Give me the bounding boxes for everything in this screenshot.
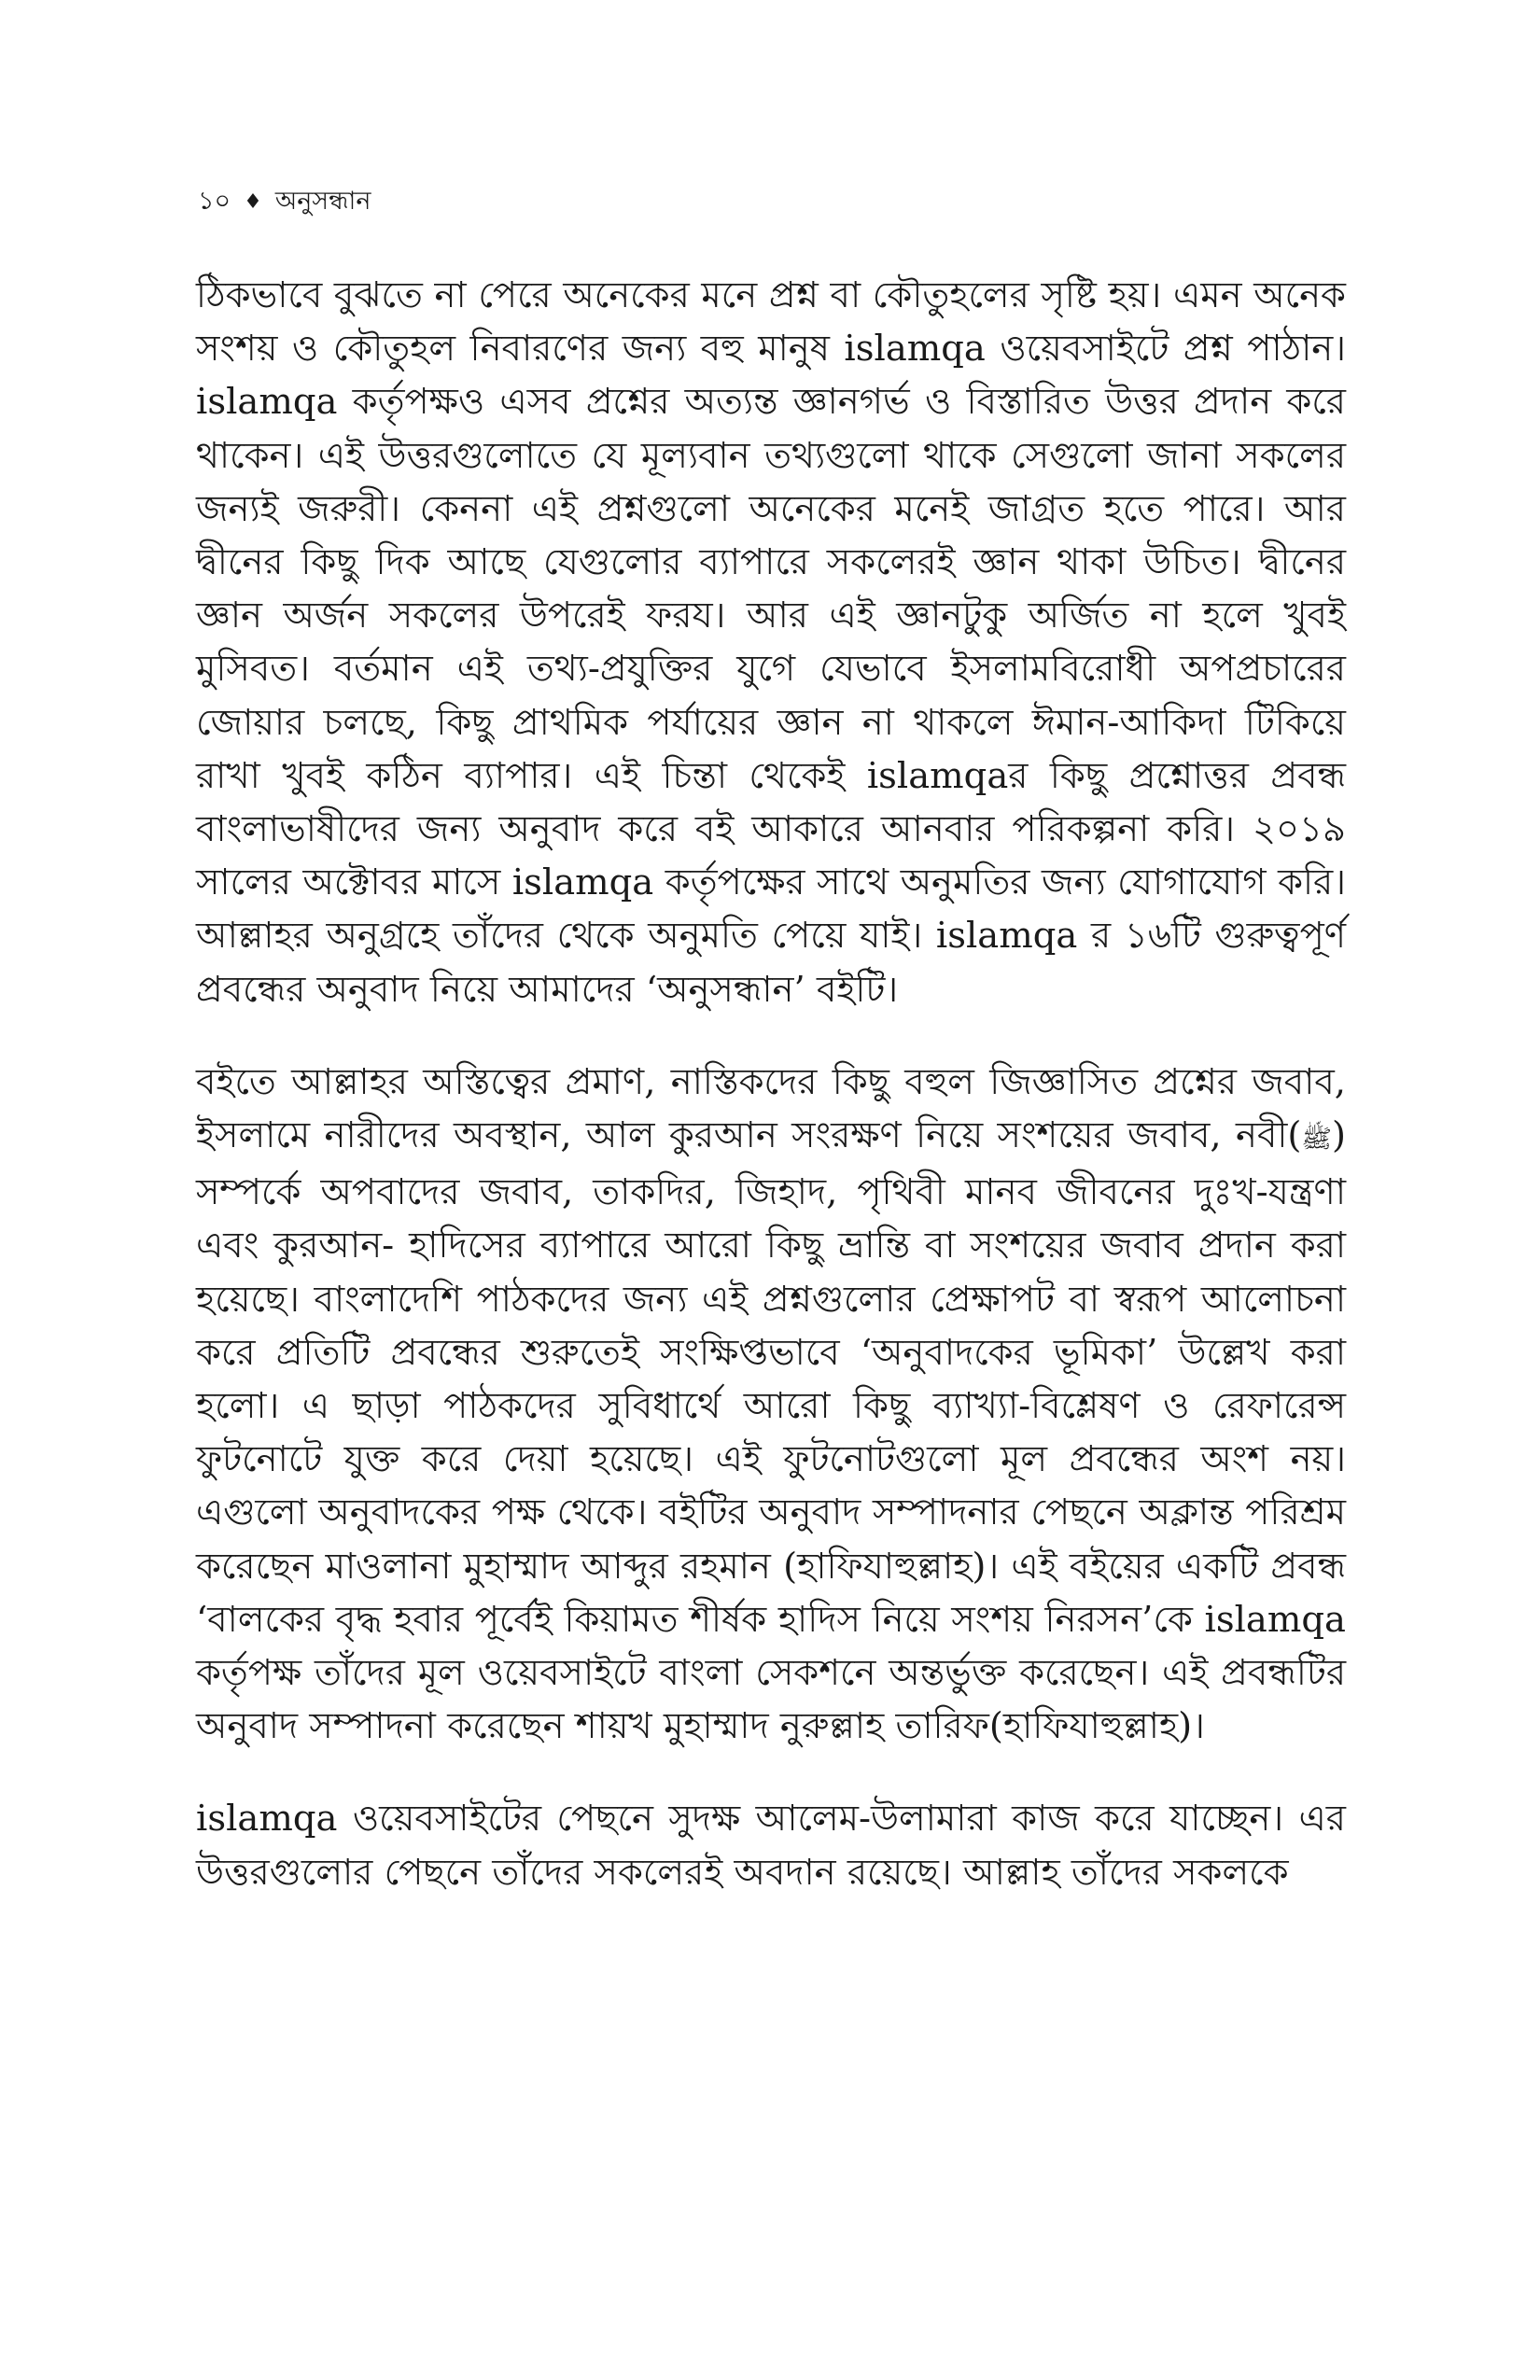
page-number: ১০ bbox=[198, 187, 231, 216]
paragraph-contents-part-2: ) সম্পর্কে অপবাদের জবাব, তাকদির, জিহাদ, পৃথিবী মানব জীবনের দুঃখ-যন্ত্রণা এবং কুরআন- হাদিসের ব্যাপারে আরো কিছু ভ্রান্তি বা সংশয়ের জবাব প্রদান করা হয়েছে। বাংলাদেশি পাঠকদের জন্য এই প্রশ্নগুলোর প্রেক্ষাপট বা স্বরূপ আলোচনা করে প্রতিটি প্রবন্ধের শুরুতেই সংক্ষিপ্তভাবে ‘অনুবাদকের ভূমিকা’ উল্লেখ করা হলো। এ ছাড়া পাঠকদের সুবিধার্থে আরো কিছু ব্যাখ্যা-বিশ্লেষণ ও রেফারেন্স ফুটনোটে যুক্ত করে দেয়া হয়েছে। এই ফুটনোটগুলো মূল প্রবন্ধের অংশ নয়। এগুলো অনুবাদকের পক্ষ থেকে। বইটির অনুবাদ সম্পাদনার পেছনে অক্লান্ত পরিশ্রম করেছেন মাওলানা মুহাম্মাদ আব্দুর রহমান (হাফিযাহুল্লাহ)। এই বইয়ের একটি প্রবন্ধ ‘বালকের বৃদ্ধ হবার পূর্বেই কিয়ামত শীর্ষক হাদিস নিয়ে সংশয় নিরসন’কে islamqa কর্তৃপক্ষ তাঁদের মূল ওয়েবসাইটে বাংলা সেকশনে অন্তর্ভুক্ত করেছেন। এই প্রবন্ধটির অনুবাদ সম্পাদনা করেছেন শায়খ মুহাম্মাদ নুরুল্লাহ তারিফ(হাফিযাহুল্লাহ)। bbox=[196, 1114, 1346, 1748]
paragraph-intro: ঠিকভাবে বুঝতে না পেরে অনেকের মনে প্রশ্ন বা কৌতুহলের সৃষ্টি হয়। এমন অনেক সংশয় ও কৌতুহল নিবারণের জন্য বহু মানুষ islamqa ওয়েবসাইটে প্রশ্ন পাঠান। islamqa কর্তৃপক্ষও এসব প্রশ্নের অত্যন্ত জ্ঞানগর্ভ ও বিস্তারিত উত্তর প্রদান করে থাকেন। এই উত্তরগুলোতে যে মূল্যবান তথ্যগুলো থাকে সেগুলো জানা সকলের জন্যই জরুরী। কেননা এই প্রশ্নগুলো অনেকের মনেই জাগ্রত হতে পারে। আর দ্বীনের কিছু দিক আছে যেগুলোর ব্যাপারে সকলেরই জ্ঞান থাকা উচিত। দ্বীনের জ্ঞান অর্জন সকলের উপরেই ফরয। আর এই জ্ঞানটুকু অর্জিত না হলে খুবই মুসিবত। বর্তমান এই তথ্য-প্রযুক্তির যুগে যেভাবে ইসলামবিরোধী অপপ্রচারের জোয়ার চলছে, কিছু প্রাথমিক পর্যায়ের জ্ঞান না থাকলে ঈমান-আকিদা টিকিয়ে রাখা খুবই কঠিন ব্যাপার। এই চিন্তা থেকেই islamqaর কিছু প্রশ্নোত্তর প্রবন্ধ বাংলাভাষীদের জন্য অনুবাদ করে বই আকারে আনবার পরিকল্পনা করি। ২০১৯ সালের অক্টোবর মাসে islamqa কর্তৃপক্ষের সাথে অনুমতির জন্য যোগাযোগ করি। আল্লাহর অনুগ্রহে তাঁদের থেকে অনুমতি পেয়ে যাই। islamqa র ১৬টি গুরুত্বপূর্ণ প্রবন্ধের অনুবাদ নিয়ে আমাদের ‘অনুসন্ধান’ বইটি। bbox=[196, 274, 1346, 1011]
diamond-separator-icon: ♦ bbox=[244, 190, 262, 214]
book-title: অনুসন্ধান bbox=[274, 187, 371, 216]
paragraph-acknowledgement: islamqa ওয়েবসাইটের পেছনে সুদক্ষ আলেম-উলামারা কাজ করে যাচ্ছেন। এর উত্তরগুলোর পেছনে তাঁদের সকলেরই অবদান রয়েছে। আল্লাহ তাঁদের সকলকে bbox=[196, 1798, 1346, 1894]
page-body bbox=[196, 269, 1346, 1899]
paragraph-contents-part-1: বইতে আল্লাহর অস্তিত্বের প্রমাণ, নাস্তিকদের কিছু বহুল জিজ্ঞাসিত প্রশ্নের জবাব, ইসলামে নারীদের অবস্থান, আল কুরআন সংরক্ষণ নিয়ে সংশয়ের জবাব, নবী( bbox=[196, 1060, 1346, 1157]
running-header bbox=[198, 183, 371, 221]
salawat-honorific: ﷺ bbox=[1301, 1125, 1332, 1155]
paragraph-book-contents bbox=[196, 1056, 1346, 1754]
